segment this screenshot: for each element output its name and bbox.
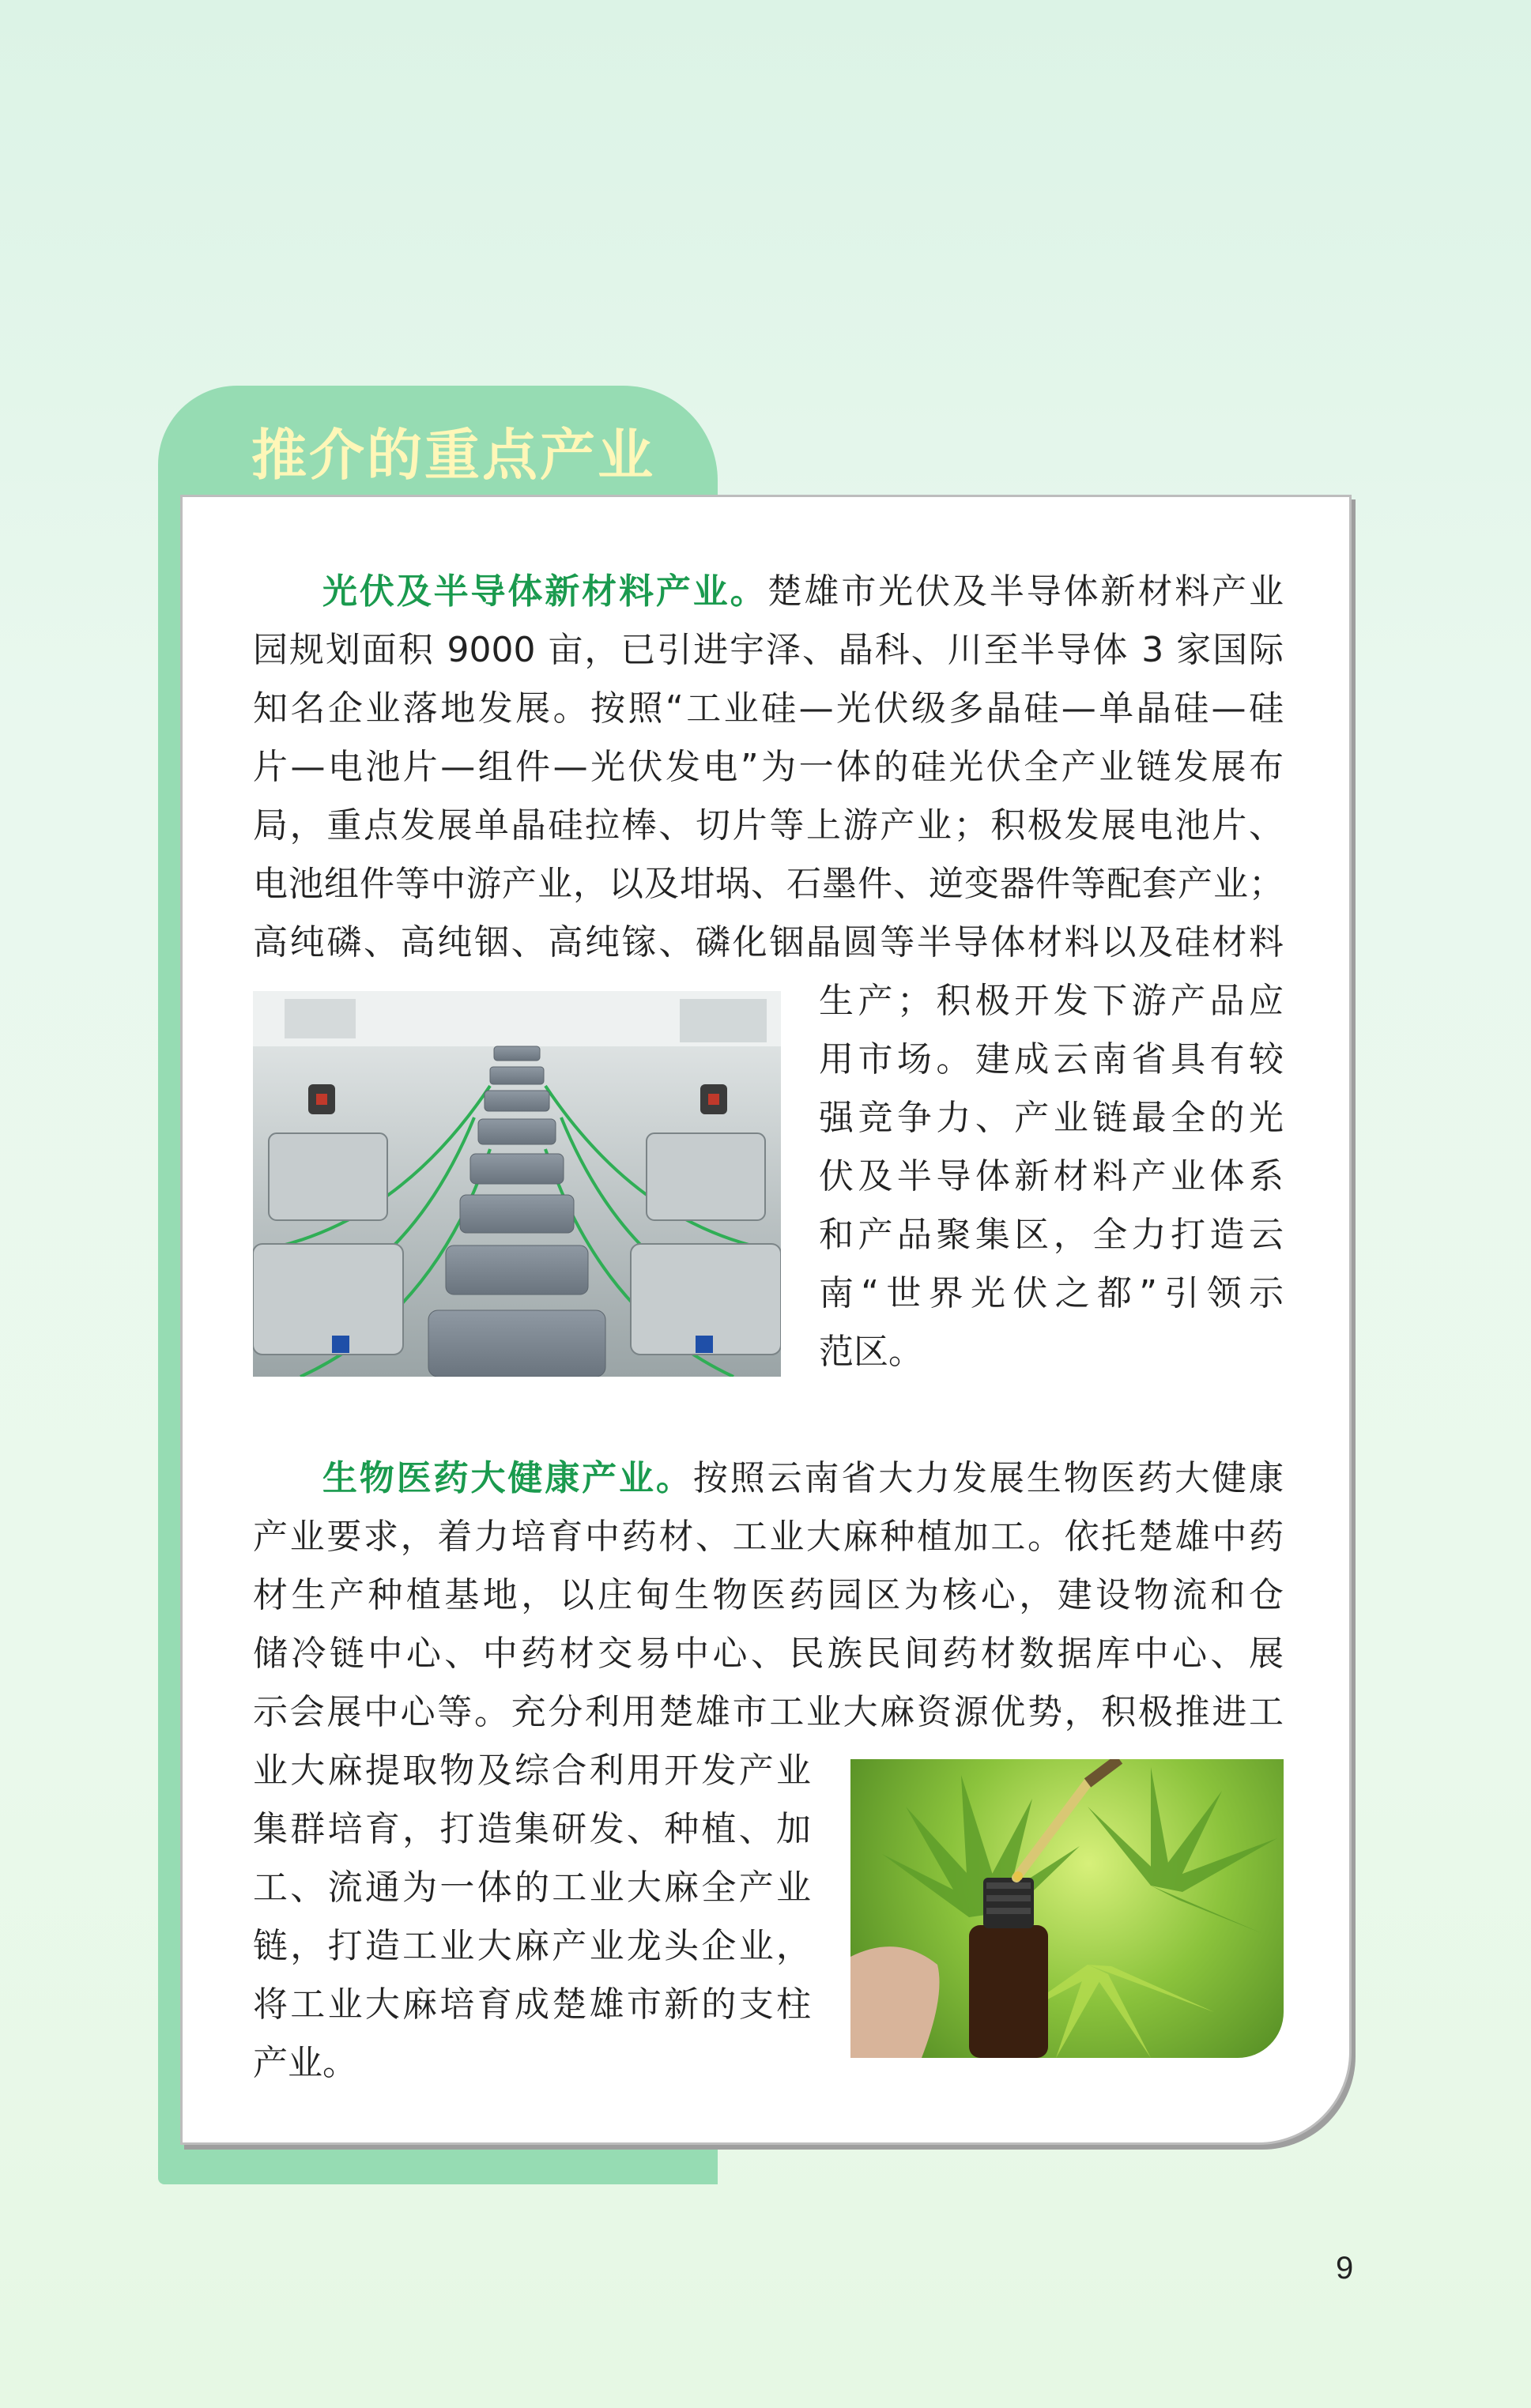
- bio-line: 产业要求，着力培育中药材、工业大麻种植加工。依托楚雄中药: [253, 1517, 1284, 1557]
- pv-paragraph-wrap: [819, 972, 1284, 1381]
- bio-line: 集群培育，打造集研发、种植、加: [253, 1809, 811, 1849]
- page-number: 9: [1336, 2251, 1354, 2286]
- pv-line: 生产；积极开发下游产品应: [819, 981, 1284, 1021]
- bio-line: 材生产种植基地，以庄甸生物医药园区为核心，建设物流和仓: [253, 1575, 1284, 1615]
- bio-paragraph: [253, 1449, 1284, 1742]
- bio-line: 工、流通为一体的工业大麻全产业: [253, 1867, 811, 1908]
- bio-line: 示会展中心等。充分利用楚雄市工业大麻资源优势，积极推进工: [253, 1692, 1284, 1732]
- bio-line-1: 生物医药大健康产业。按照云南省大力发展生物医药大健康: [322, 1458, 1284, 1498]
- pv-line: 片—电池片—组件—光伏发电”为一体的硅光伏全产业链发展布: [253, 747, 1284, 787]
- pv-line: 和产品聚集区，全力打造云: [819, 1215, 1284, 1255]
- bio-line: 业大麻提取物及综合利用开发产业: [253, 1750, 811, 1791]
- pv-line: 知名企业落地发展。按照“工业硅—光伏级多晶硅—单晶硅—硅: [253, 688, 1284, 729]
- bio-line: 将工业大麻培育成楚雄市新的支柱: [253, 1984, 811, 2025]
- section-title: 推介的重点产业: [251, 423, 655, 488]
- pv-line: 局，重点发展单晶硅拉棒、切片等上游产业；积极发展电池片、: [253, 805, 1284, 846]
- pv-line: 伏及半导体新材料产业体系: [819, 1156, 1284, 1196]
- pv-line: 园规划面积 9000 亩，已引进宇泽、晶科、川至半导体 3 家国际: [253, 630, 1284, 670]
- bio-heading: 生物医药大健康产业。: [322, 1458, 693, 1498]
- pv-line: 用市场。建成云南省具有较: [819, 1039, 1284, 1080]
- pv-line: 强竞争力、产业链最全的光: [819, 1098, 1284, 1138]
- bio-line: 储冷链中心、中药材交易中心、民族民间药材数据库中心、展: [253, 1634, 1284, 1674]
- hemp-leaf-dropper-bottle-photo: [850, 1759, 1284, 2058]
- pv-heading: 光伏及半导体新材料产业。: [322, 571, 767, 612]
- pv-line: 电池组件等中游产业，以及坩埚、石墨件、逆变器件等配套产业；: [253, 864, 1284, 904]
- pv-line: 南“世界光伏之都”引领示: [819, 1273, 1284, 1313]
- bio-line: 链，打造工业大麻产业龙头企业，: [253, 1926, 811, 1966]
- solar-wafer-production-line-photo: [253, 991, 781, 1377]
- bio-line: 产业。: [253, 2043, 357, 2083]
- pv-line: 高纯磷、高纯铟、高纯镓、磷化铟晶圆等半导体材料以及硅材料: [253, 922, 1284, 963]
- bio-paragraph-wrap: [253, 1742, 811, 2093]
- pv-line-1: 光伏及半导体新材料产业。楚雄市光伏及半导体新材料产业: [322, 571, 1284, 612]
- pv-line: 范区。: [819, 1332, 923, 1372]
- pv-paragraph: [253, 563, 1284, 972]
